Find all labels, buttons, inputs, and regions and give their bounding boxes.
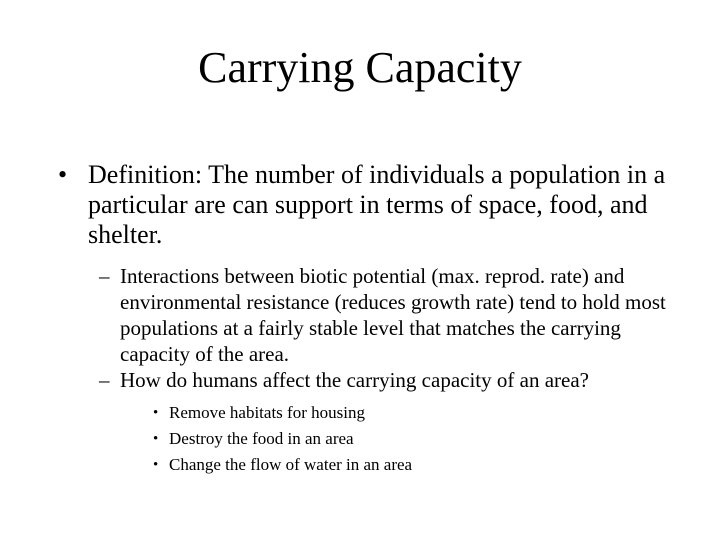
sub-bullet-interactions-text: Interactions between biotic potential (max. reprod. rate) and environmental resistance (reduces growth rate) tend to hold most populations at a fairly stable level that matches the carrying capacity of the area. <box>120 264 666 366</box>
bullet-dot-icon: • <box>58 160 68 189</box>
sub-sub-bullet-water-text: Change the flow of water in an area <box>169 455 413 474</box>
sub-sub-bullet-list <box>54 400 674 478</box>
sub-sub-bullet-food <box>153 426 674 452</box>
bullet-dot-icon: • <box>153 405 159 421</box>
bullet-definition-text: Definition: The number of individuals a population in a particular are can support in terms of space, food, and shelter. <box>88 160 666 249</box>
sub-sub-bullet-habitats <box>153 400 674 426</box>
sub-bullet-interactions <box>99 263 674 367</box>
dash-icon: – <box>99 264 110 288</box>
sub-bullet-humans-text: How do humans affect the carrying capacity of an area? <box>120 368 589 392</box>
slide-title: Carrying Capacity <box>198 43 522 92</box>
bullet-dot-icon: • <box>153 431 159 447</box>
bullet-dot-icon: • <box>153 457 159 473</box>
dash-icon: – <box>99 368 110 392</box>
sub-sub-bullet-food-text: Destroy the food in an area <box>169 429 354 448</box>
slide-body <box>54 160 674 478</box>
sub-sub-bullet-habitats-text: Remove habitats for housing <box>169 403 365 422</box>
sub-sub-bullet-water <box>153 452 674 478</box>
bullet-definition <box>54 160 674 250</box>
sub-bullet-humans <box>99 367 674 393</box>
